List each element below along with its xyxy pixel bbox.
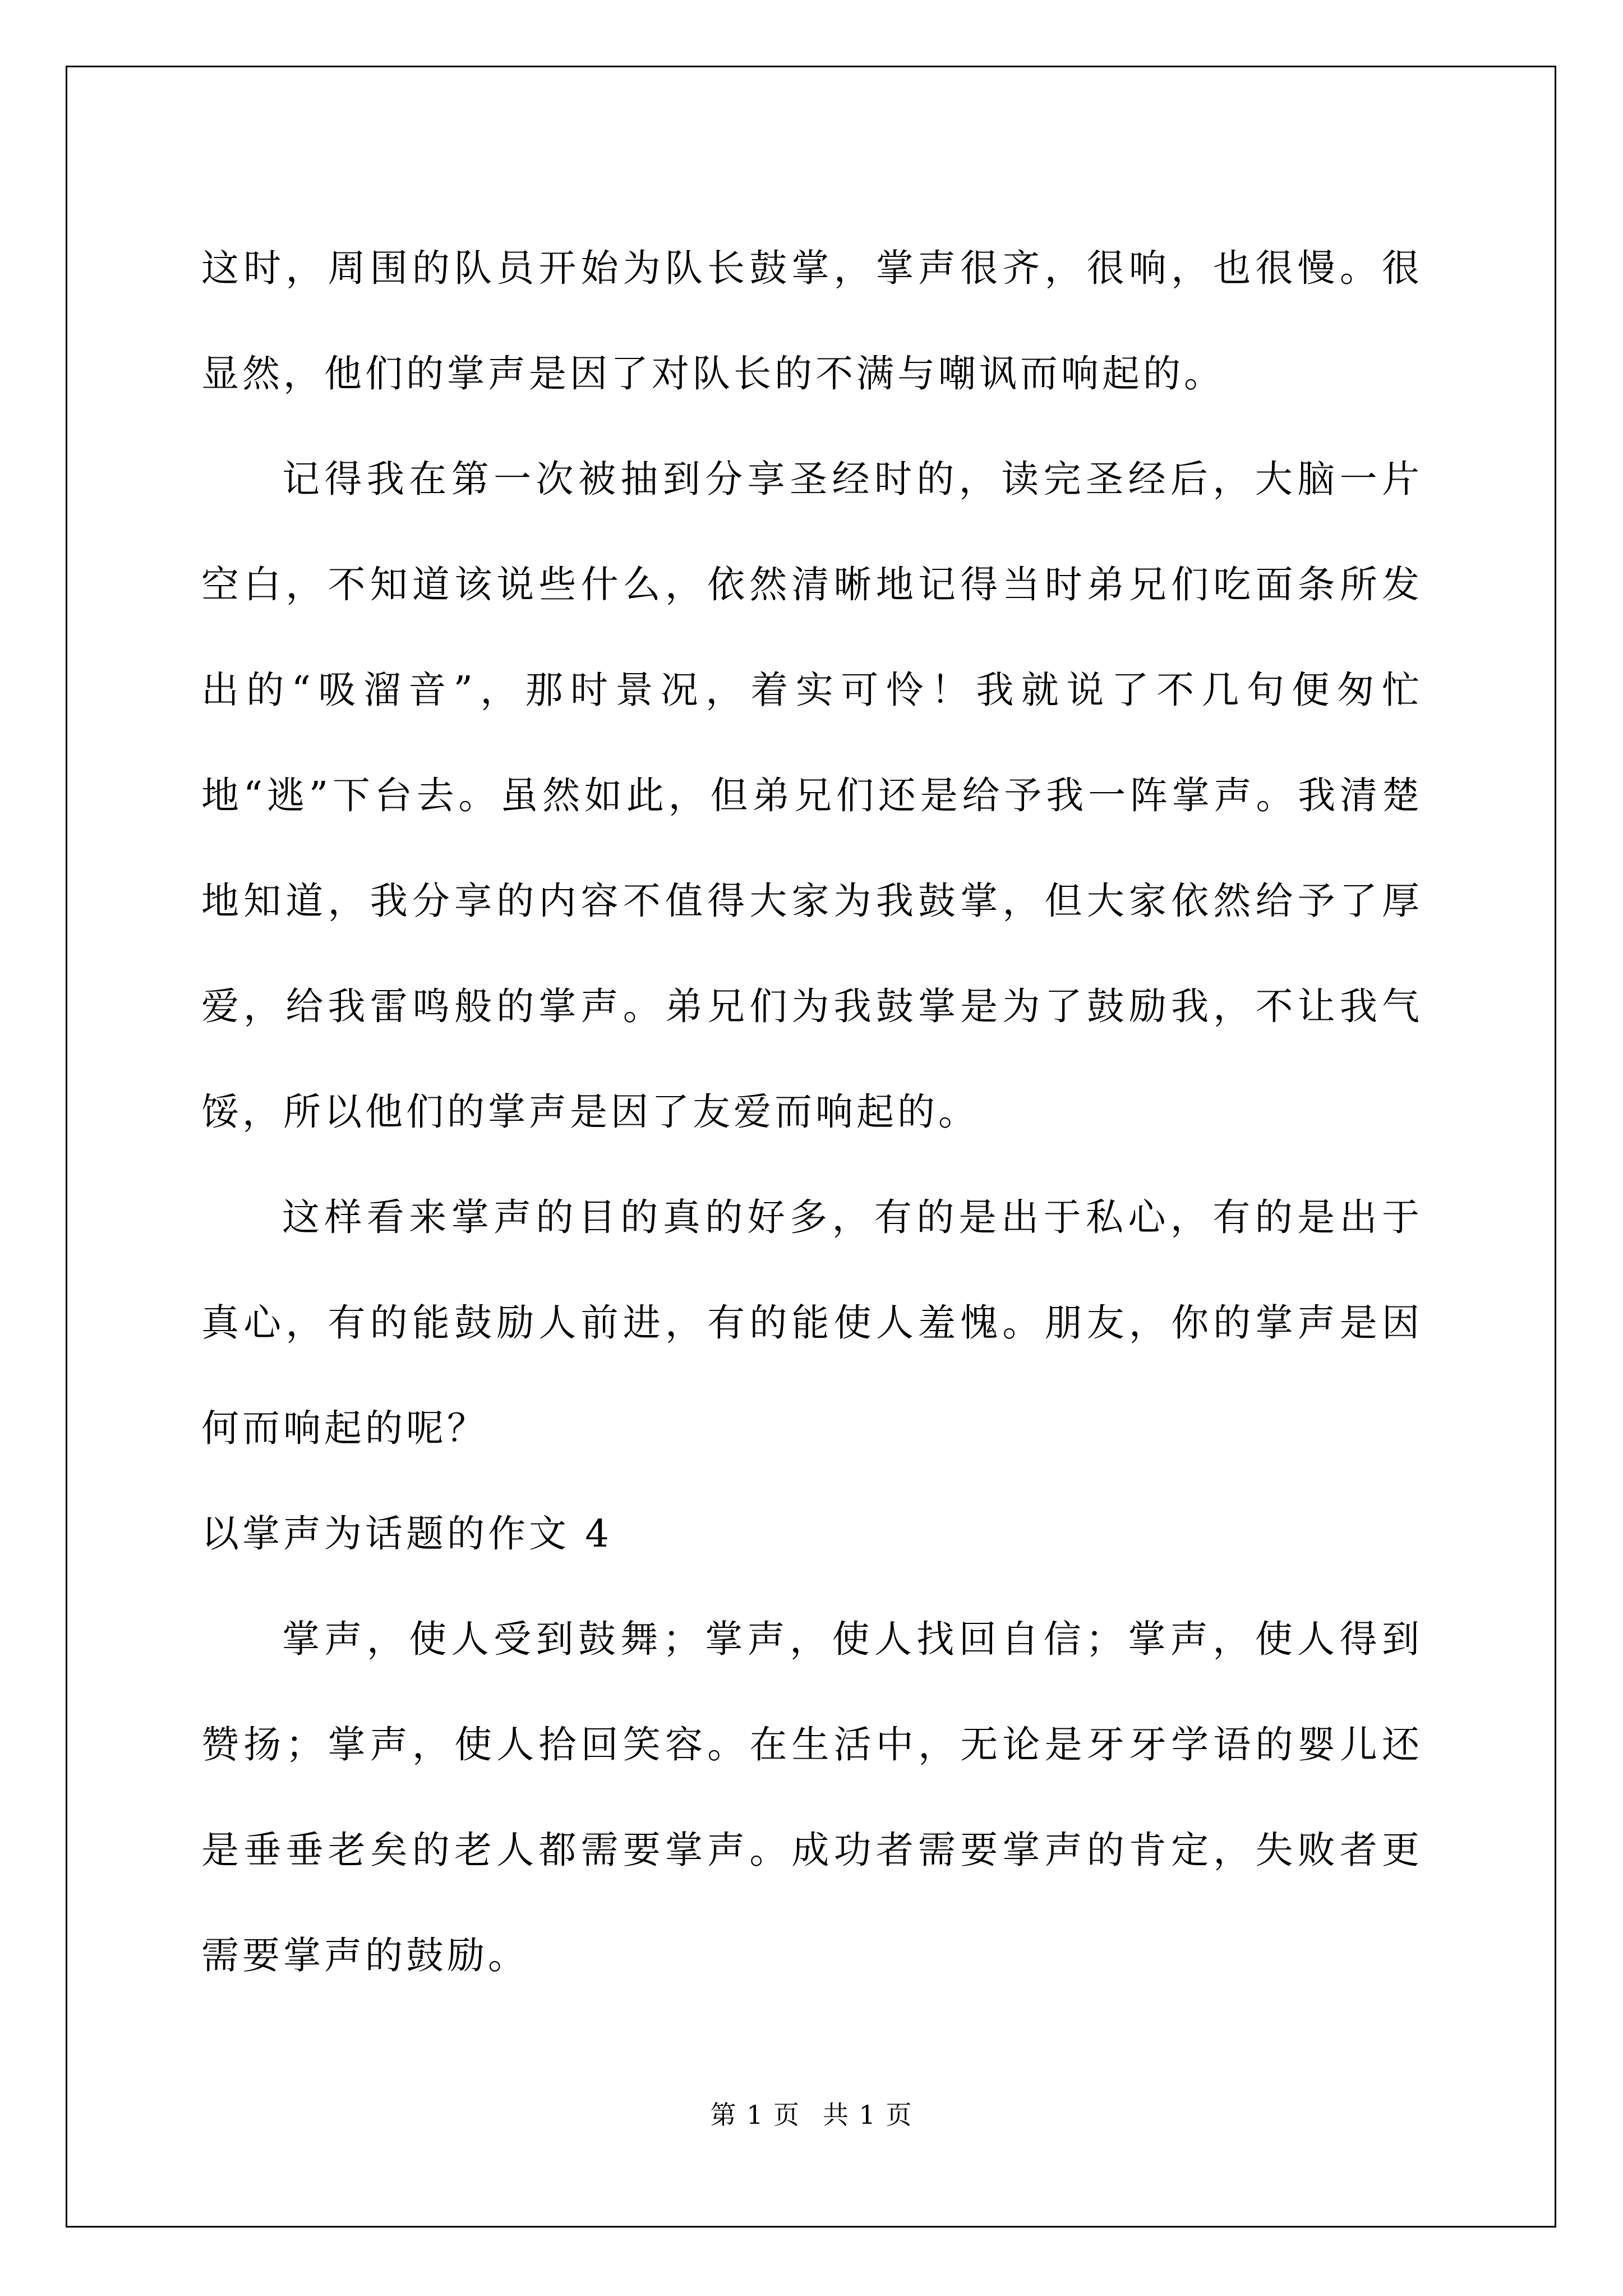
paragraph-3: 这样看来掌声的目的真的好多，有的是出于私心，有的是出于真心，有的能鼓励人前进，有的能使人羞愧。朋友，你的掌声是因何而响起的呢？ bbox=[201, 1195, 1423, 1450]
document-body bbox=[201, 215, 1423, 2008]
page-footer bbox=[0, 2098, 1623, 2132]
paragraph-4: 掌声，使人受到鼓舞；掌声，使人找回自信；掌声，使人得到赞扬；掌声，使人拾回笑容。在生活中，无论是牙牙学语的婴儿还是垂垂老矣的老人都需要掌声。成功者需要掌声的肯定，失败者更需要掌声的鼓励。 bbox=[201, 1617, 1423, 1977]
paragraph-1: 这时，周围的队员开始为队长鼓掌，掌声很齐，很响，也很慢。很显然，他们的掌声是因了对队长的不满与嘲讽而响起的。 bbox=[201, 246, 1423, 395]
section-heading: 以掌声为话题的作文 4 bbox=[201, 1512, 612, 1556]
page-number: 第 1 页 bbox=[710, 2100, 800, 2130]
page-total: 共 1 页 bbox=[823, 2100, 913, 2130]
paragraph-2: 记得我在第一次被抽到分享圣经时的，读完圣经后，大脑一片空白，不知道该说些什么，依然清晰地记得当时弟兄们吃面条所发出的“吸溜音”，那时景况，着实可怜！我就说了不几句便匆忙地“逃”下台去。虽然如此，但弟兄们还是给予我一阵掌声。我清楚地知道，我分享的内容不值得大家为我鼓掌，但大家依然给予了厚爱，给我雷鸣般的掌声。弟兄们为我鼓掌是为了鼓励我，不让我气馁，所以他们的掌声是因了友爱而响起的。 bbox=[201, 457, 1423, 1134]
